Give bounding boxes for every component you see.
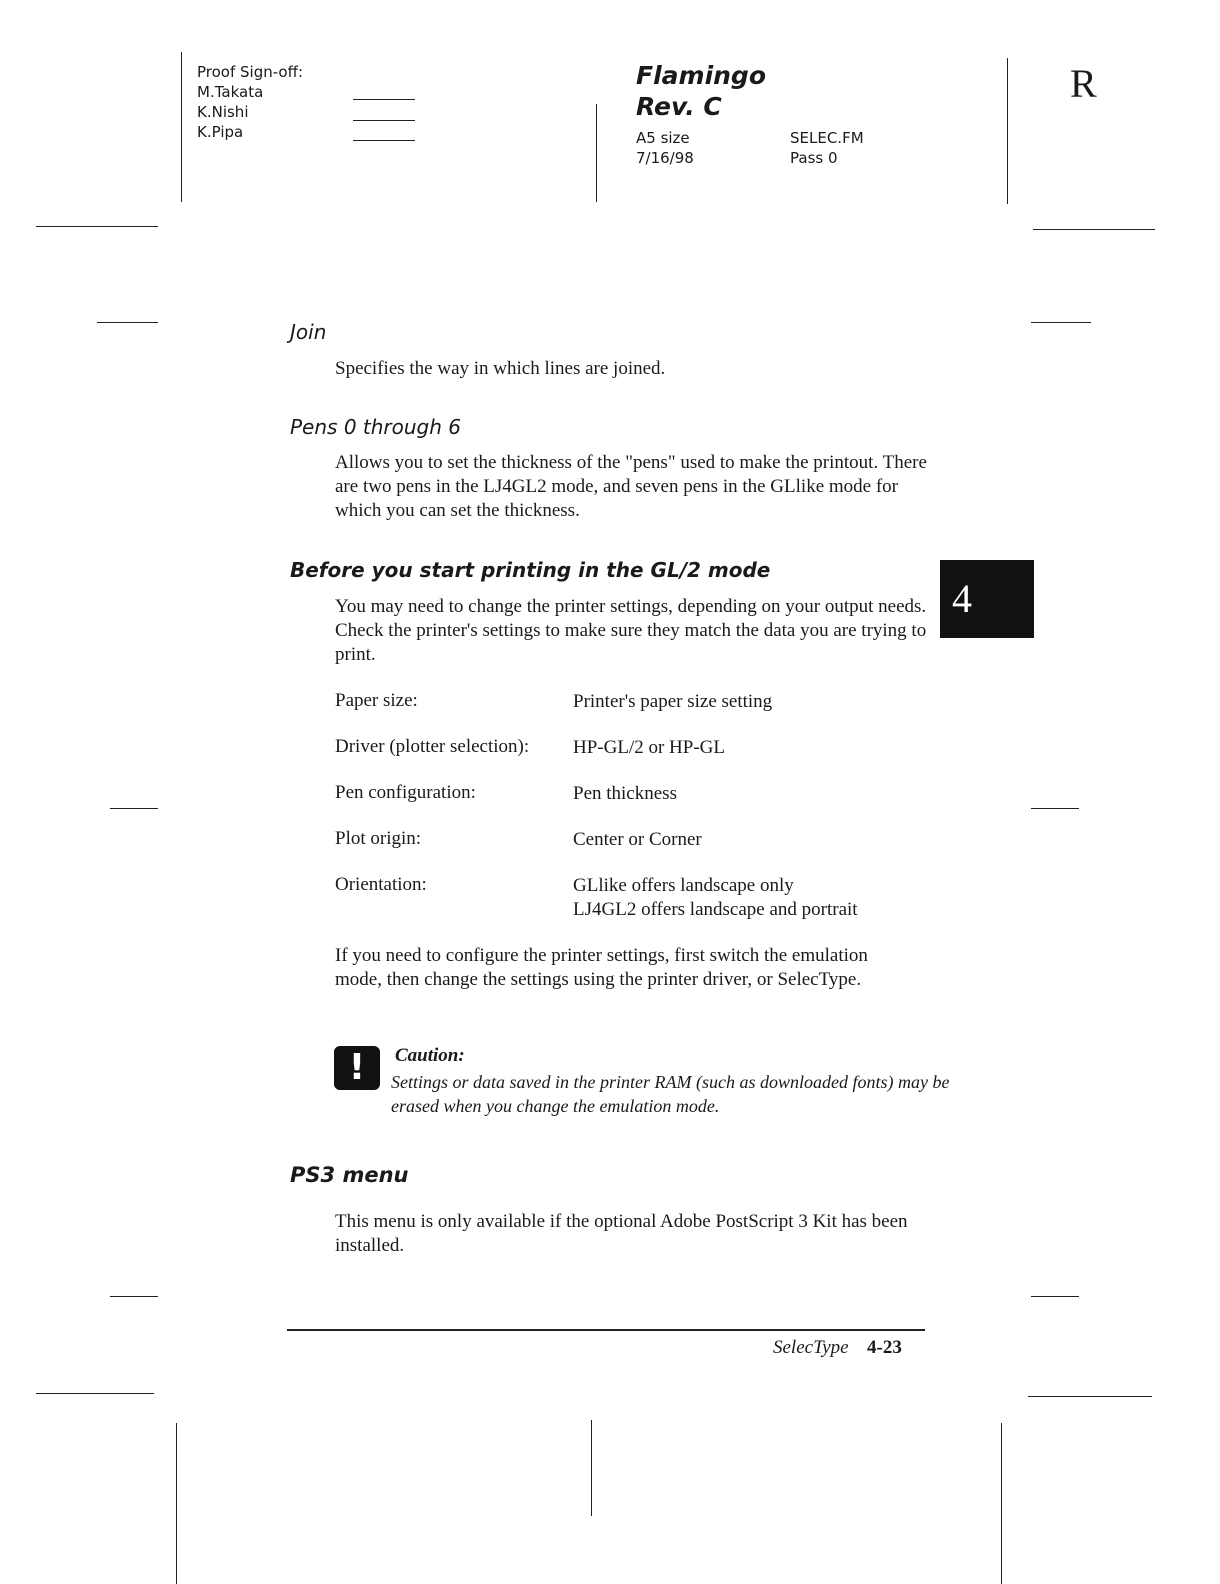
configure-text: If you need to configure the printer settings, first switch the emulation mode, then change the settings using the printer driver, or SelecType. — [335, 945, 868, 990]
crop-mark-horizontal — [1031, 322, 1091, 323]
revision-line: Rev. C — [636, 92, 722, 121]
settings-value: HP-GL/2 or HP-GL — [573, 737, 725, 758]
before-printing-text: You may need to change the printer settings, depending on your output needs. Check the printer's settings to make sure they match the data you are trying to print. — [335, 596, 927, 665]
footer-rule — [287, 1329, 925, 1331]
settings-label: Pen configuration: — [335, 782, 476, 803]
crop-mark-horizontal — [97, 322, 158, 323]
crop-mark-horizontal — [110, 808, 158, 809]
join-text: Specifies the way in which lines are joined. — [335, 358, 666, 379]
settings-label: Plot origin: — [335, 828, 422, 849]
meta-size-date — [636, 128, 694, 168]
before-printing-heading: Before you start printing in the GL/2 mode — [290, 558, 771, 582]
caution-title: Caution: — [395, 1045, 465, 1066]
settings-value: Printer's paper size setting — [573, 691, 773, 712]
crop-mark-horizontal — [1028, 1396, 1152, 1397]
orientation-value-line: GLlike offers landscape only — [573, 875, 794, 896]
corner-mark: R — [1070, 61, 1097, 106]
crop-mark-horizontal — [1031, 1296, 1079, 1297]
join-heading: Join — [290, 320, 327, 344]
proof-signoff — [197, 62, 303, 142]
footer-section: SelecType — [773, 1337, 849, 1358]
crop-mark-horizontal — [110, 1296, 158, 1297]
pass-number: Pass 0 — [790, 149, 838, 167]
crop-mark-horizontal — [1033, 229, 1155, 230]
crop-mark-horizontal — [1031, 808, 1079, 809]
crop-mark-vertical — [181, 52, 182, 202]
settings-label: Orientation: — [335, 874, 427, 895]
signoff-name: M.Takata — [197, 83, 264, 101]
signoff-name: K.Pipa — [197, 123, 244, 141]
file-name: SELEC.FM — [790, 129, 864, 147]
document-title — [636, 60, 766, 122]
settings-label: Driver (plotter selection): — [335, 736, 530, 757]
signoff-name: K.Nishi — [197, 103, 249, 121]
page-size: A5 size — [636, 129, 690, 147]
crop-mark-vertical — [596, 104, 597, 202]
settings-value: Center or Corner — [573, 829, 702, 850]
settings-label: Paper size: — [335, 690, 418, 711]
crop-mark-vertical — [176, 1423, 177, 1584]
crop-mark-horizontal — [36, 226, 158, 227]
signature-line — [353, 120, 415, 121]
crop-mark-horizontal — [36, 1393, 154, 1394]
pens-heading: Pens 0 through 6 — [290, 415, 462, 439]
crop-mark-vertical — [591, 1420, 592, 1516]
ps3-heading: PS3 menu — [290, 1163, 409, 1187]
settings-value: Pen thickness — [573, 783, 677, 804]
settings-value — [573, 874, 858, 922]
title-line: Flamingo — [636, 61, 767, 90]
signoff-label: Proof Sign-off: — [197, 63, 303, 81]
crop-mark-vertical — [1001, 1423, 1002, 1584]
chapter-tab: 4 — [940, 560, 1034, 638]
page-number: 4-23 — [867, 1337, 902, 1358]
meta-file-pass — [790, 128, 864, 168]
crop-mark-vertical — [1007, 58, 1008, 204]
caution-text: Settings or data saved in the printer RAM (such as downloaded fonts) may be erased when you change the emulation mode. — [391, 1072, 950, 1116]
signature-line — [353, 140, 415, 141]
revision-date: 7/16/98 — [636, 149, 694, 167]
ps3-text: This menu is only available if the optional Adobe PostScript 3 Kit has been installed. — [335, 1211, 908, 1256]
pens-text: Allows you to set the thickness of the "pens" used to make the printout. There are two pens in the LJ4GL2 mode, and seven pens in the GLlike mode for which you can set the thickness. — [335, 452, 927, 521]
orientation-value-line: LJ4GL2 offers landscape and portrait — [573, 899, 858, 920]
caution-icon: ! — [334, 1046, 380, 1090]
signature-line — [353, 99, 415, 100]
